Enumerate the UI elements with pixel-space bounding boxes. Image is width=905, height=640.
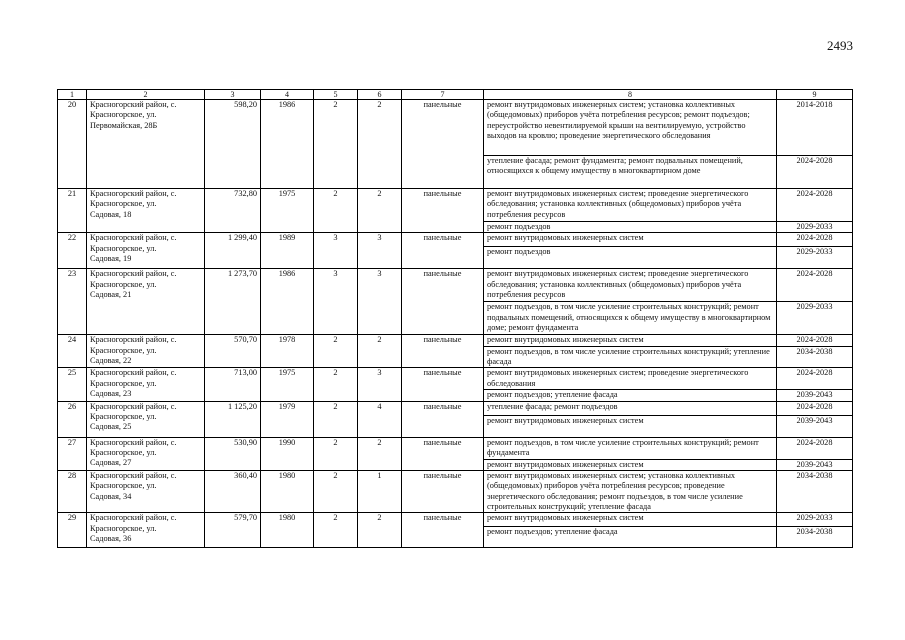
floors-cell: 2: [314, 100, 358, 189]
wall-material-cell: панельные: [402, 401, 484, 437]
work-period-cell: 2024-2028: [777, 368, 853, 390]
work-period-cell: 2039-2043: [777, 415, 853, 437]
work-period-cell: 2024-2028: [777, 189, 853, 222]
wall-material-cell: панельные: [402, 189, 484, 233]
floors-cell: 2: [314, 513, 358, 548]
row-number-cell: 26: [58, 401, 87, 437]
year-cell: 1986: [261, 269, 314, 335]
area-cell: 598,20: [205, 100, 261, 189]
floors-cell: 3: [314, 233, 358, 269]
header-cell: 7: [402, 90, 484, 100]
work-description-cell: ремонт подъездов: [484, 247, 777, 269]
entrances-cell: 4: [358, 401, 402, 437]
row-number-cell: 22: [58, 233, 87, 269]
floors-cell: 2: [314, 437, 358, 470]
area-cell: 1 273,70: [205, 269, 261, 335]
year-cell: 1989: [261, 233, 314, 269]
work-period-cell: 2029-2033: [777, 513, 853, 527]
header-cell: 5: [314, 90, 358, 100]
entrances-cell: 2: [358, 335, 402, 368]
area-cell: 713,00: [205, 368, 261, 401]
work-period-cell: 2014-2018: [777, 100, 853, 156]
year-cell: 1980: [261, 470, 314, 512]
work-period-cell: 2029-2033: [777, 302, 853, 335]
entrances-cell: 2: [358, 513, 402, 548]
wall-material-cell: панельные: [402, 335, 484, 368]
area-cell: 732,80: [205, 189, 261, 233]
entrances-cell: 1: [358, 470, 402, 512]
capital-repair-table: [57, 89, 853, 548]
work-period-cell: 2024-2028: [777, 335, 853, 346]
area-cell: 579,70: [205, 513, 261, 548]
header-cell: 8: [484, 90, 777, 100]
address-cell: Красногорский район, с. Красногорское, ул. Садовая, 18: [87, 189, 205, 233]
work-description-cell: ремонт внутридомовых инженерных систем: [484, 335, 777, 346]
table-row: [58, 189, 853, 222]
row-number-cell: 28: [58, 470, 87, 512]
area-cell: 360,40: [205, 470, 261, 512]
header-cell: 4: [261, 90, 314, 100]
work-period-cell: 2024-2028: [777, 269, 853, 302]
table-row: [58, 100, 853, 156]
entrances-cell: 2: [358, 100, 402, 189]
header-cell: 2: [87, 90, 205, 100]
wall-material-cell: панельные: [402, 437, 484, 470]
year-cell: 1978: [261, 335, 314, 368]
floors-cell: 2: [314, 401, 358, 437]
work-description-cell: ремонт внутридомовых инженерных систем: [484, 459, 777, 470]
wall-material-cell: панельные: [402, 269, 484, 335]
address-cell: Красногорский район, с. Красногорское, ул. Садовая, 19: [87, 233, 205, 269]
wall-material-cell: панельные: [402, 513, 484, 548]
header-row: [58, 90, 853, 100]
work-period-cell: 2039-2043: [777, 459, 853, 470]
work-description-cell: ремонт внутридомовых инженерных систем; установка коллективных (общедомовых) приборов учёта потребления ресурсов; ремонт подъездов; переустройство невентилируемой крыши на вентилируемую, устройство выходов на кровлю; проведение энергетического обследования: [484, 100, 777, 156]
work-period-cell: 2024-2028: [777, 401, 853, 415]
work-description-cell: ремонт внутридомовых инженерных систем; проведение энергетического обследования; установка коллективных (общедомовых) приборов учёта потребления ресурсов: [484, 269, 777, 302]
work-description-cell: ремонт подъездов, в том числе усиление строительных конструкций; ремонт подвальных помещений, относящихся к общему имуществу в многоквартирном доме; ремонт фундамента: [484, 302, 777, 335]
floors-cell: 2: [314, 470, 358, 512]
year-cell: 1980: [261, 513, 314, 548]
year-cell: 1990: [261, 437, 314, 470]
row-number-cell: 24: [58, 335, 87, 368]
work-description-cell: ремонт подъездов, в том числе усиление строительных конструкций; ремонт фундамента: [484, 437, 777, 459]
wall-material-cell: панельные: [402, 368, 484, 401]
year-cell: 1986: [261, 100, 314, 189]
table-row: [58, 513, 853, 527]
work-description-cell: ремонт подъездов, в том числе усиление строительных конструкций; утепление фасада: [484, 346, 777, 368]
table-row: [58, 269, 853, 302]
header-cell: 3: [205, 90, 261, 100]
row-number-cell: 21: [58, 189, 87, 233]
work-description-cell: утепление фасада; ремонт подъездов: [484, 401, 777, 415]
work-description-cell: ремонт подъездов; утепление фасада: [484, 390, 777, 401]
work-period-cell: 2039-2043: [777, 390, 853, 401]
floors-cell: 2: [314, 335, 358, 368]
row-number-cell: 20: [58, 100, 87, 189]
address-cell: Красногорский район, с. Красногорское, ул. Садовая, 22: [87, 335, 205, 368]
entrances-cell: 2: [358, 189, 402, 233]
year-cell: 1975: [261, 189, 314, 233]
table-row: [58, 335, 853, 346]
work-description-cell: утепление фасада; ремонт фундамента; ремонт подвальных помещений, относящихся к общему имуществу в многоквартирном доме: [484, 156, 777, 189]
address-cell: Красногорский район, с. Красногорское, ул. Садовая, 21: [87, 269, 205, 335]
work-description-cell: ремонт внутридомовых инженерных систем; проведение энергетического обследования; установка коллективных (общедомовых) приборов учёта потребления ресурсов: [484, 189, 777, 222]
work-description-cell: ремонт подъездов: [484, 222, 777, 233]
header-cell: 1: [58, 90, 87, 100]
address-cell: Красногорский район, с. Красногорское, ул. Садовая, 27: [87, 437, 205, 470]
work-period-cell: 2029-2033: [777, 222, 853, 233]
table-row: [58, 368, 853, 390]
work-period-cell: 2024-2028: [777, 156, 853, 189]
row-number-cell: 25: [58, 368, 87, 401]
year-cell: 1979: [261, 401, 314, 437]
row-number-cell: 23: [58, 269, 87, 335]
entrances-cell: 3: [358, 269, 402, 335]
header-cell: 9: [777, 90, 853, 100]
address-cell: Красногорский район, с. Красногорское, ул. Первомайская, 28Б: [87, 100, 205, 189]
area-cell: 1 125,20: [205, 401, 261, 437]
header-cell: 6: [358, 90, 402, 100]
area-cell: 570,70: [205, 335, 261, 368]
floors-cell: 2: [314, 189, 358, 233]
area-cell: 1 299,40: [205, 233, 261, 269]
work-period-cell: 2034-2038: [777, 346, 853, 368]
wall-material-cell: панельные: [402, 233, 484, 269]
work-description-cell: ремонт внутридомовых инженерных систем: [484, 233, 777, 247]
table-row: [58, 470, 853, 512]
table-row: [58, 401, 853, 415]
table-row: [58, 233, 853, 247]
address-cell: Красногорский район, с. Красногорское, ул. Садовая, 25: [87, 401, 205, 437]
work-period-cell: 2024-2028: [777, 233, 853, 247]
entrances-cell: 3: [358, 233, 402, 269]
area-cell: 530,90: [205, 437, 261, 470]
entrances-cell: 2: [358, 437, 402, 470]
work-period-cell: 2034-2038: [777, 470, 853, 512]
work-description-cell: ремонт внутридомовых инженерных систем: [484, 513, 777, 527]
year-cell: 1975: [261, 368, 314, 401]
work-description-cell: ремонт внутридомовых инженерных систем; проведение энергетического обследования: [484, 368, 777, 390]
work-period-cell: 2024-2028: [777, 437, 853, 459]
floors-cell: 2: [314, 368, 358, 401]
work-period-cell: 2034-2038: [777, 527, 853, 548]
address-cell: Красногорский район, с. Красногорское, ул. Садовая, 36: [87, 513, 205, 548]
floors-cell: 3: [314, 269, 358, 335]
work-period-cell: 2029-2033: [777, 247, 853, 269]
wall-material-cell: панельные: [402, 470, 484, 512]
table-row: [58, 437, 853, 459]
work-description-cell: ремонт внутридомовых инженерных систем; установка коллективных (общедомовых) приборов учёта потребления ресурсов; проведение энергетического обследования; ремонт подъездов, в том числе усиление строительных конструкций; утепление фасада: [484, 470, 777, 512]
page-number: 2493: [827, 38, 853, 53]
table-body: [58, 100, 853, 548]
address-cell: Красногорский район, с. Красногорское, ул. Садовая, 34: [87, 470, 205, 512]
work-description-cell: ремонт внутридомовых инженерных систем: [484, 415, 777, 437]
entrances-cell: 3: [358, 368, 402, 401]
wall-material-cell: панельные: [402, 100, 484, 189]
row-number-cell: 27: [58, 437, 87, 470]
row-number-cell: 29: [58, 513, 87, 548]
work-description-cell: ремонт подъездов; утепление фасада: [484, 527, 777, 548]
address-cell: Красногорский район, с. Красногорское, ул. Садовая, 23: [87, 368, 205, 401]
